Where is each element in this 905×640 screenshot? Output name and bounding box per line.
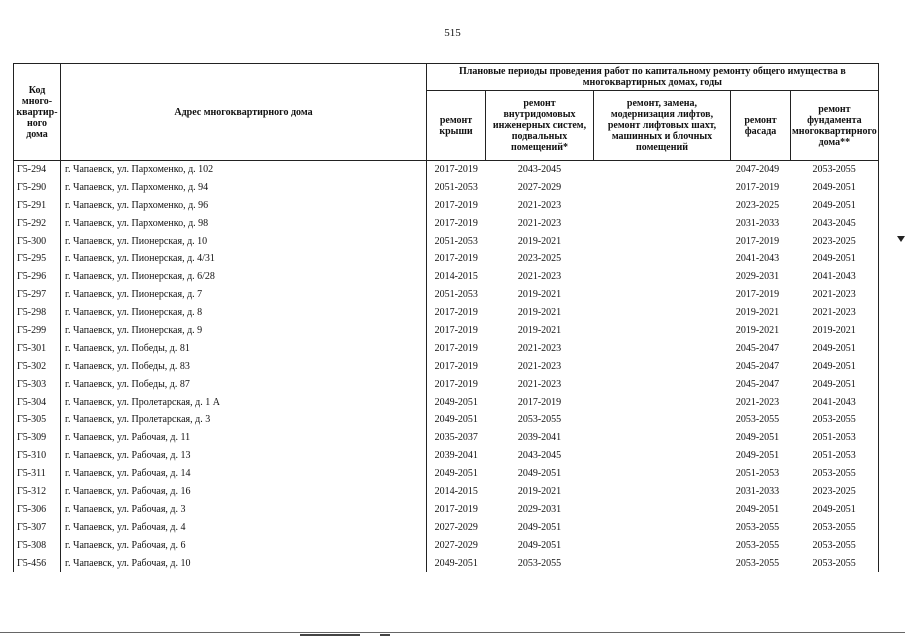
- cell-facade: 2053-2055: [735, 521, 780, 533]
- cell-roof: 2017-2019: [427, 161, 486, 179]
- cell-roof: 2051-2053: [427, 179, 486, 197]
- cell-facade: 2041-2043: [735, 253, 780, 265]
- cell-address: г. Чапаевск, ул. Пархоменко, д. 102: [61, 161, 427, 179]
- cell-foundation: 2049-2051: [791, 358, 879, 376]
- cell-roof: 2051-2053: [427, 233, 486, 251]
- cell-address: г. Чапаевск, ул. Рабочая, д. 11: [61, 429, 427, 447]
- header-systems: ремонт внутридомовых инженерных систем, подвальных помещений*: [486, 91, 594, 161]
- header-periods-group: Плановые периоды проведения работ по капитальному ремонту общего имущества в многоквартирных домах, годы: [427, 64, 879, 91]
- cell-code: Г5-304: [14, 394, 61, 412]
- cell-facade: 2019-2021: [735, 324, 780, 336]
- cell-roof: 2049-2051: [427, 394, 486, 412]
- cell-facade: 2053-2055: [735, 539, 780, 551]
- cell-roof: 2027-2029: [427, 519, 486, 537]
- cell-elevators: [594, 197, 731, 215]
- cell-elevators: [594, 233, 731, 251]
- cell-facade: 2031-2033: [735, 217, 780, 229]
- cell-elevators: [594, 465, 731, 483]
- cell-code: Г5-298: [14, 304, 61, 322]
- cell-code: Г5-303: [14, 376, 61, 394]
- cell-systems: 2017-2019: [517, 396, 562, 408]
- cell-elevators: [594, 537, 731, 555]
- cell-systems: 2029-2031: [517, 503, 562, 515]
- cell-address: г. Чапаевск, ул. Рабочая, д. 3: [61, 501, 427, 519]
- cell-facade: 2053-2055: [735, 557, 780, 569]
- cell-foundation: 2049-2051: [791, 197, 879, 215]
- cell-code: Г5-291: [14, 197, 61, 215]
- cell-code: Г5-300: [14, 233, 61, 251]
- header-elevators: ремонт, замена, модернизация лифтов, ремонт лифтовых шахт, машинных и блочных помещений: [594, 91, 731, 161]
- table-row: [14, 429, 879, 447]
- scan-mark: [380, 634, 390, 636]
- cell-foundation: 2053-2055: [791, 411, 879, 429]
- cell-elevators: [594, 358, 731, 376]
- cell-systems: 2021-2023: [517, 342, 562, 354]
- cell-roof: 2017-2019: [427, 340, 486, 358]
- cell-roof: 2049-2051: [427, 411, 486, 429]
- cell-foundation: 2053-2055: [791, 519, 879, 537]
- cell-address: г. Чапаевск, ул. Пионерская, д. 4/31: [61, 250, 427, 268]
- cell-systems: 2049-2051: [517, 468, 562, 480]
- cell-foundation: 2023-2025: [791, 233, 879, 251]
- cell-address: г. Чапаевск, ул. Пархоменко, д. 98: [61, 215, 427, 233]
- cell-facade: 2045-2047: [735, 360, 780, 372]
- cell-roof: 2014-2015: [427, 268, 486, 286]
- cell-facade: 2053-2055: [735, 414, 780, 426]
- cell-foundation: 2049-2051: [791, 340, 879, 358]
- cell-facade: 2051-2053: [735, 468, 780, 480]
- cell-systems: 2043-2045: [486, 161, 594, 179]
- table-row: [14, 268, 879, 286]
- cell-code: Г5-294: [14, 161, 61, 179]
- cell-roof: 2017-2019: [427, 501, 486, 519]
- table-row: [14, 286, 879, 304]
- cell-foundation: 2053-2055: [791, 555, 879, 573]
- cell-elevators: [594, 268, 731, 286]
- cell-elevators: [594, 555, 731, 573]
- cell-elevators: [594, 286, 731, 304]
- cell-address: г. Чапаевск, ул. Пролетарская, д. 1 А: [61, 394, 427, 412]
- cell-elevators: [594, 304, 731, 322]
- cell-roof: 2017-2019: [427, 358, 486, 376]
- cell-systems: 2053-2055: [517, 557, 562, 569]
- cell-systems: 2021-2023: [517, 360, 562, 372]
- cell-facade: 2021-2023: [735, 396, 780, 408]
- cell-facade: 2049-2051: [735, 503, 780, 515]
- cell-roof: 2017-2019: [427, 322, 486, 340]
- margin-arrow-mark: [897, 236, 905, 242]
- table-row: [14, 483, 879, 501]
- cell-roof: 2039-2041: [427, 447, 486, 465]
- table-row: [14, 179, 879, 197]
- header-foundation: ремонт фундамента многоквартирного дома**: [791, 91, 879, 161]
- table-row: [14, 519, 879, 537]
- cell-systems: 2019-2021: [517, 324, 562, 336]
- cell-code: Г5-312: [14, 483, 61, 501]
- cell-foundation: 2053-2055: [791, 537, 879, 555]
- cell-address: г. Чапаевск, ул. Пионерская, д. 8: [61, 304, 427, 322]
- cell-facade: 2049-2051: [735, 450, 780, 462]
- cell-address: г. Чапаевск, ул. Пархоменко, д. 96: [61, 197, 427, 215]
- cell-foundation: 2049-2051: [791, 179, 879, 197]
- cell-facade: 2045-2047: [735, 378, 780, 390]
- cell-systems: 2019-2021: [517, 289, 562, 301]
- cell-code: Г5-299: [14, 322, 61, 340]
- cell-code: Г5-297: [14, 286, 61, 304]
- cell-roof: 2027-2029: [427, 537, 486, 555]
- cell-systems: 2027-2029: [517, 181, 562, 193]
- cell-address: г. Чапаевск, ул. Пархоменко, д. 94: [61, 179, 427, 197]
- cell-elevators: [594, 215, 731, 233]
- cell-foundation: 2021-2023: [791, 286, 879, 304]
- capital-repair-table: [13, 63, 879, 572]
- cell-elevators: [594, 429, 731, 447]
- cell-code: Г5-296: [14, 268, 61, 286]
- table-row: [14, 555, 879, 573]
- table-row: [14, 340, 879, 358]
- cell-code: Г5-308: [14, 537, 61, 555]
- cell-systems: 2049-2051: [517, 521, 562, 533]
- cell-roof: 2017-2019: [427, 304, 486, 322]
- cell-code: Г5-311: [14, 465, 61, 483]
- cell-foundation: 2023-2025: [791, 483, 879, 501]
- cell-facade: 2029-2031: [735, 271, 780, 283]
- cell-elevators: [594, 501, 731, 519]
- cell-roof: 2017-2019: [427, 197, 486, 215]
- cell-elevators: [594, 447, 731, 465]
- cell-code: Г5-309: [14, 429, 61, 447]
- cell-address: г. Чапаевск, ул. Пионерская, д. 7: [61, 286, 427, 304]
- cell-code: Г5-307: [14, 519, 61, 537]
- cell-facade: 2017-2019: [735, 235, 780, 247]
- cell-systems: 2039-2041: [517, 432, 562, 444]
- table-body: [14, 161, 879, 573]
- cell-elevators: [594, 483, 731, 501]
- cell-foundation: 2049-2051: [791, 250, 879, 268]
- cell-systems: 2043-2045: [517, 450, 562, 462]
- cell-roof: 2051-2053: [427, 286, 486, 304]
- cell-systems: 2019-2021: [517, 307, 562, 319]
- cell-foundation: 2041-2043: [791, 268, 879, 286]
- cell-elevators: [594, 376, 731, 394]
- cell-code: Г5-302: [14, 358, 61, 376]
- cell-facade: 2023-2025: [735, 199, 780, 211]
- cell-roof: 2049-2051: [427, 465, 486, 483]
- cell-address: г. Чапаевск, ул. Пионерская, д. 10: [61, 233, 427, 251]
- cell-address: г. Чапаевск, ул. Рабочая, д. 10: [61, 555, 427, 573]
- cell-elevators: [594, 394, 731, 412]
- cell-roof: 2049-2051: [427, 555, 486, 573]
- table-row: [14, 215, 879, 233]
- cell-systems: 2021-2023: [517, 217, 562, 229]
- cell-code: Г5-290: [14, 179, 61, 197]
- cell-facade: 2045-2047: [735, 342, 780, 354]
- cell-elevators: [594, 519, 731, 537]
- cell-address: г. Чапаевск, ул. Рабочая, д. 4: [61, 519, 427, 537]
- cell-roof: 2017-2019: [427, 250, 486, 268]
- cell-foundation: 2049-2051: [791, 376, 879, 394]
- cell-systems: 2053-2055: [517, 414, 562, 426]
- cell-address: г. Чапаевск, ул. Рабочая, д. 16: [61, 483, 427, 501]
- cell-elevators: [594, 411, 731, 429]
- cell-address: г. Чапаевск, ул. Рабочая, д. 13: [61, 447, 427, 465]
- table-row: [14, 197, 879, 215]
- table-row: [14, 358, 879, 376]
- cell-code: Г5-295: [14, 250, 61, 268]
- cell-code: Г5-305: [14, 411, 61, 429]
- cell-systems: 2049-2051: [517, 539, 562, 551]
- cell-address: г. Чапаевск, ул. Пионерская, д. 6/28: [61, 268, 427, 286]
- cell-roof: 2014-2015: [427, 483, 486, 501]
- cell-systems: 2019-2021: [517, 235, 562, 247]
- table-row: [14, 537, 879, 555]
- cell-elevators: [594, 340, 731, 358]
- cell-foundation: 2041-2043: [791, 394, 879, 412]
- cell-foundation: 2049-2051: [791, 501, 879, 519]
- table-row: [14, 304, 879, 322]
- cell-facade: 2031-2033: [735, 485, 780, 497]
- cell-foundation: 2051-2053: [791, 447, 879, 465]
- cell-foundation: 2021-2023: [791, 304, 879, 322]
- cell-roof: 2035-2037: [427, 429, 486, 447]
- header-roof: ремонт крыши: [427, 91, 486, 161]
- cell-address: г. Чапаевск, ул. Пионерская, д. 9: [61, 322, 427, 340]
- cell-roof: 2017-2019: [427, 376, 486, 394]
- cell-systems: 2021-2023: [517, 378, 562, 390]
- header-address: Адрес многоквартирного дома: [61, 64, 427, 161]
- cell-facade: 2019-2021: [735, 307, 780, 319]
- cell-facade: 2047-2049: [731, 161, 785, 179]
- table-row: [14, 465, 879, 483]
- scan-mark: [300, 634, 360, 636]
- table-row: [14, 233, 879, 251]
- table-row: [14, 411, 879, 429]
- cell-code: Г5-306: [14, 501, 61, 519]
- cell-foundation: 2053-2055: [791, 161, 879, 179]
- cell-address: г. Чапаевск, ул. Рабочая, д. 6: [61, 537, 427, 555]
- cell-systems: 2021-2023: [517, 199, 562, 211]
- cell-elevators: [594, 322, 731, 340]
- cell-code: Г5-301: [14, 340, 61, 358]
- cell-code: Г5-456: [14, 555, 61, 573]
- cell-systems: 2023-2025: [517, 253, 562, 265]
- cell-address: г. Чапаевск, ул. Победы, д. 81: [61, 340, 427, 358]
- table-row: [14, 322, 879, 340]
- table-row: [14, 250, 879, 268]
- cell-foundation: 2053-2055: [791, 465, 879, 483]
- cell-elevators: [594, 179, 731, 197]
- cell-address: г. Чапаевск, ул. Рабочая, д. 14: [61, 465, 427, 483]
- cell-address: г. Чапаевск, ул. Победы, д. 87: [61, 376, 427, 394]
- cell-code: Г5-292: [14, 215, 61, 233]
- table-row: [14, 161, 879, 179]
- page-number: 515: [444, 27, 461, 39]
- cell-foundation: 2051-2053: [791, 429, 879, 447]
- cell-foundation: 2043-2045: [791, 215, 879, 233]
- cell-foundation: 2019-2021: [791, 322, 879, 340]
- cell-elevators: [594, 161, 731, 179]
- cell-roof: 2017-2019: [427, 215, 486, 233]
- cell-address: г. Чапаевск, ул. Пролетарская, д. 3: [61, 411, 427, 429]
- header-facade: ремонт фасада: [731, 91, 791, 161]
- table-row: [14, 447, 879, 465]
- cell-facade: 2017-2019: [735, 181, 780, 193]
- table-row: [14, 501, 879, 519]
- cell-facade: 2049-2051: [735, 432, 780, 444]
- table-row: [14, 376, 879, 394]
- cell-facade: 2017-2019: [735, 289, 780, 301]
- cell-systems: 2021-2023: [517, 271, 562, 283]
- header-code: Код много-квартир-ного дома: [14, 64, 61, 161]
- cell-elevators: [594, 250, 731, 268]
- cell-code: Г5-310: [14, 447, 61, 465]
- scan-edge-line: [0, 632, 905, 633]
- cell-address: г. Чапаевск, ул. Победы, д. 83: [61, 358, 427, 376]
- table-row: [14, 394, 879, 412]
- cell-systems: 2019-2021: [517, 485, 562, 497]
